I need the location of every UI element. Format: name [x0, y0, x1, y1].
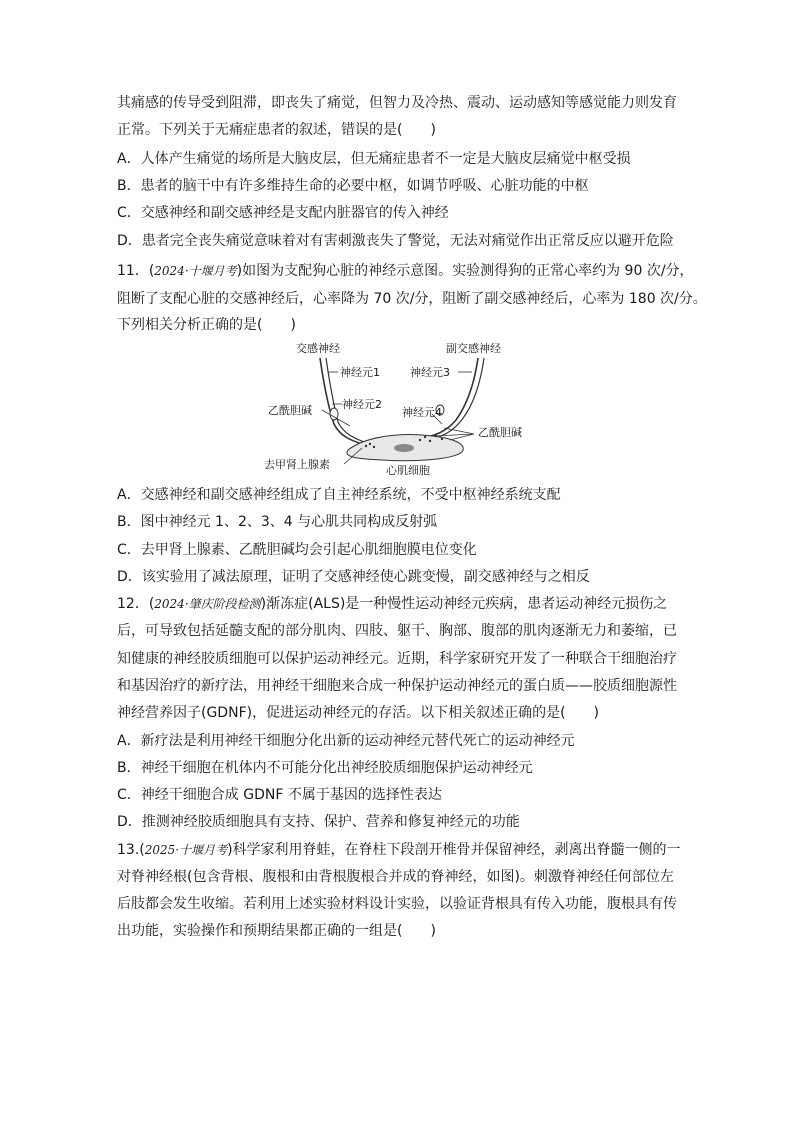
text-line: 出功能，实验操作和预期结果都正确的一组是( ) — [117, 923, 436, 939]
neuron3-label: 神经元3 — [410, 366, 450, 379]
option-c: C．交感神经和副交感神经是支配内脏器官的传入神经 — [117, 205, 449, 221]
question-12-stem — [117, 594, 667, 614]
text-line: 对脊神经根(包含背根、腹根和由背根腹根合并成的脊神经，如图)。刺激脊神经任何部位左 — [117, 869, 674, 885]
heart-nerve-diagram — [262, 336, 562, 478]
question-source: 2024·十堰月考 — [154, 264, 237, 278]
option-a: A．新疗法是利用神经干细胞分化出新的运动神经元替代死亡的运动神经元 — [117, 733, 575, 749]
option-a: A．人体产生痛觉的场所是大脑皮层，但无痛症患者不一定是大脑皮层痛觉中枢受损 — [117, 151, 631, 167]
option-c: C．去甲肾上腺素、乙酰胆碱均会引起心肌细胞膜电位变化 — [117, 542, 477, 558]
text-line: 阻断了支配心脏的交感神经后，心率降为 70 次/分，阻断了副交感神经后，心率为 180 次/分。 — [117, 291, 707, 307]
option-d: D．该实验用了减法原理，证明了交感神经使心跳变慢，副交感神经与之相反 — [117, 569, 590, 585]
cardiac-cell-nucleus — [394, 444, 414, 452]
question-source: 2024·肇庆阶段检测 — [154, 597, 261, 611]
question-text: )渐冻症(ALS)是一种慢性运动神经元疾病，患者运动神经元损伤之 — [260, 596, 668, 612]
text-line: 神经营养因子(GDNF)，促进运动神经元的存活。以下相关叙述正确的是( ) — [117, 705, 600, 721]
neuron1-label: 神经元1 — [340, 366, 380, 379]
option-c: C．神经干细胞合成 GDNF 不属于基因的选择性表达 — [117, 787, 442, 803]
norepinephrine-label: 去甲肾上腺素 — [264, 458, 330, 471]
question-source: 2025·十堰月考 — [144, 843, 228, 857]
cardiac-cell-label: 心肌细胞 — [386, 464, 430, 477]
option-d: D．推测神经胶质细胞具有支持、保护、营养和修复神经元的功能 — [117, 814, 520, 830]
question-number: 13.( — [117, 842, 145, 858]
question-text: )如图为支配狗心脏的神经示意图。实验测得狗的正常心率约为 90 次/分， — [236, 263, 694, 279]
option-b: B．图中神经元 1、2、3、4 与心肌共同构成反射弧 — [117, 514, 438, 530]
text-line: 正常。下列关于无痛症患者的叙述，错误的是( ) — [117, 122, 436, 138]
text-line: 下列相关分析正确的是( ) — [117, 317, 296, 333]
question-11-stem — [117, 261, 694, 281]
question-number: 12．( — [117, 596, 155, 612]
option-b: B．神经干细胞在机体内不可能分化出神经胶质细胞保护运动神经元 — [117, 760, 533, 776]
option-a: A．交感神经和副交感神经组成了自主神经系统，不受中枢神经系统支配 — [117, 487, 561, 503]
text-line: 知健康的神经胶质细胞可以保护运动神经元。近期，科学家研究开发了一种联合干细胞治疗 — [117, 651, 677, 667]
question-13-stem — [117, 840, 681, 860]
question-text: )科学家利用脊蛙，在脊柱下段剖开椎骨并保留神经，剥离出脊髓一侧的一 — [227, 842, 681, 858]
text-line: 后肢都会发生收缩。若利用上述实验材料设计实验，以验证背根具有传入功能，腹根具有传 — [117, 896, 677, 912]
neuron4-label: 神经元4 — [402, 406, 442, 419]
sympathetic-label: 交感神经 — [296, 342, 340, 355]
neuron2-label: 神经元2 — [342, 398, 382, 411]
option-d: D．患者完全丧失痛觉意味着对有害刺激丧失了警觉，无法对痛觉作出正常反应以避开危险 — [117, 233, 674, 249]
ach-left-label: 乙酰胆碱 — [268, 404, 312, 417]
question-number: 11．( — [117, 263, 155, 279]
text-line: 其痛感的传导受到阻滞，即丧失了痛觉，但智力及冷热、震动、运动感知等感觉能力则发育 — [117, 95, 677, 111]
text-line: 后，可导致包括延髓支配的部分肌肉、四肢、躯干、胸部、腹部的肌肉逐渐无力和萎缩，已 — [117, 623, 677, 639]
ach-right-label: 乙酰胆碱 — [478, 426, 522, 439]
option-b: B．患者的脑干中有许多维持生命的必要中枢，如调节呼吸、心脏功能的中枢 — [117, 178, 589, 194]
parasympathetic-label: 副交感神经 — [446, 342, 501, 355]
text-line: 和基因治疗的新疗法，用神经干细胞来合成一种保护运动神经元的蛋白质——胶质细胞源性 — [117, 678, 677, 694]
